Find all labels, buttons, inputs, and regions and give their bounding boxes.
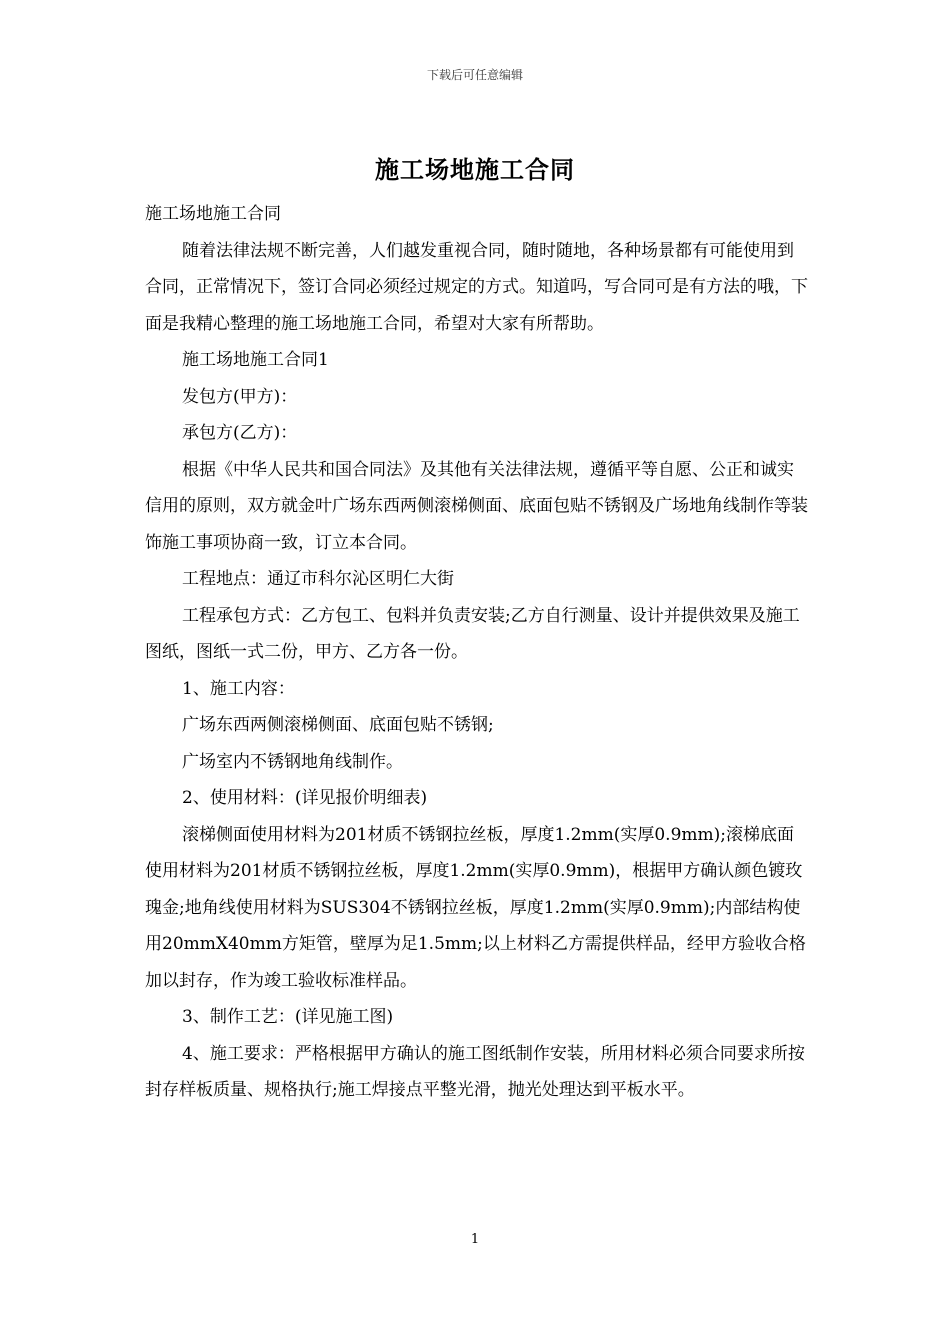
paragraph: 滚梯侧面使用材料为201材质不锈钢拉丝板，厚度1.2mm(实厚0.9mm);滚梯底面使用材料为201材质不锈钢拉丝板，厚度1.2mm(实厚0.9mm)，根据甲方确认颜色镀玫瑰金;地角线使用材料为SUS304不锈钢拉丝板，厚度1.2mm(实厚0.9mm);内部结构使用20mmX40mm方矩管，壁厚为足1.5mm;以上材料乙方需提供样品，经甲方验收合格加以封存，作为竣工验收标准样品。 — [145, 824, 806, 991]
paragraph: 根据《中华人民共和国合同法》及其他有关法律法规，遵循平等自愿、公正和诚实信用的原则，双方就金叶广场东西两侧滚梯侧面、底面包贴不锈钢及广场地角线制作等装饰施工事项协商一致，订立本合同。 — [145, 459, 808, 553]
paragraph: 2、使用材料：(详见报价明细表) — [182, 788, 428, 808]
page-header-note: 下载后可任意编辑 — [426, 68, 523, 82]
paragraph: 工程地点：通辽市科尔沁区明仁大街 — [182, 569, 454, 589]
paragraph: 3、制作工艺：(详见施工图) — [182, 1007, 394, 1027]
paragraph: 工程承包方式：乙方包工、包料并负责安装;乙方自行测量、设计并提供效果及施工图纸，图纸一式二份，甲方、乙方各一份。 — [145, 605, 800, 662]
paragraph: 发包方(甲方)： — [182, 386, 298, 407]
paragraph: 施工场地施工合同1 — [182, 350, 329, 370]
paragraph: 随着法律法规不断完善，人们越发重视合同，随时随地，各种场景都有可能使用到合同，正常情况下，签订合同必须经过规定的方式。知道吗，写合同可是有方法的哦，下面是我精心整理的施工场地施工合同，希望对大家有所帮助。 — [145, 240, 808, 334]
paragraph: 广场东西两侧滚梯侧面、底面包贴不锈钢; — [182, 715, 494, 735]
paragraph: 4、施工要求：严格根据甲方确认的施工图纸制作安装，所用材料必须合同要求所按封存样板质量、规格执行;施工焊接点平整光滑，抛光处理达到平板水平。 — [145, 1043, 805, 1100]
paragraph: 广场室内不锈钢地角线制作。 — [182, 751, 403, 772]
paragraph: 施工场地施工合同 — [145, 204, 281, 224]
document-body — [145, 196, 810, 1109]
document-title: 施工场地施工合同 — [375, 155, 575, 184]
paragraph: 1、施工内容： — [182, 678, 295, 699]
page-number: 1 — [470, 1232, 480, 1247]
paragraph: 承包方(乙方)： — [182, 423, 298, 443]
